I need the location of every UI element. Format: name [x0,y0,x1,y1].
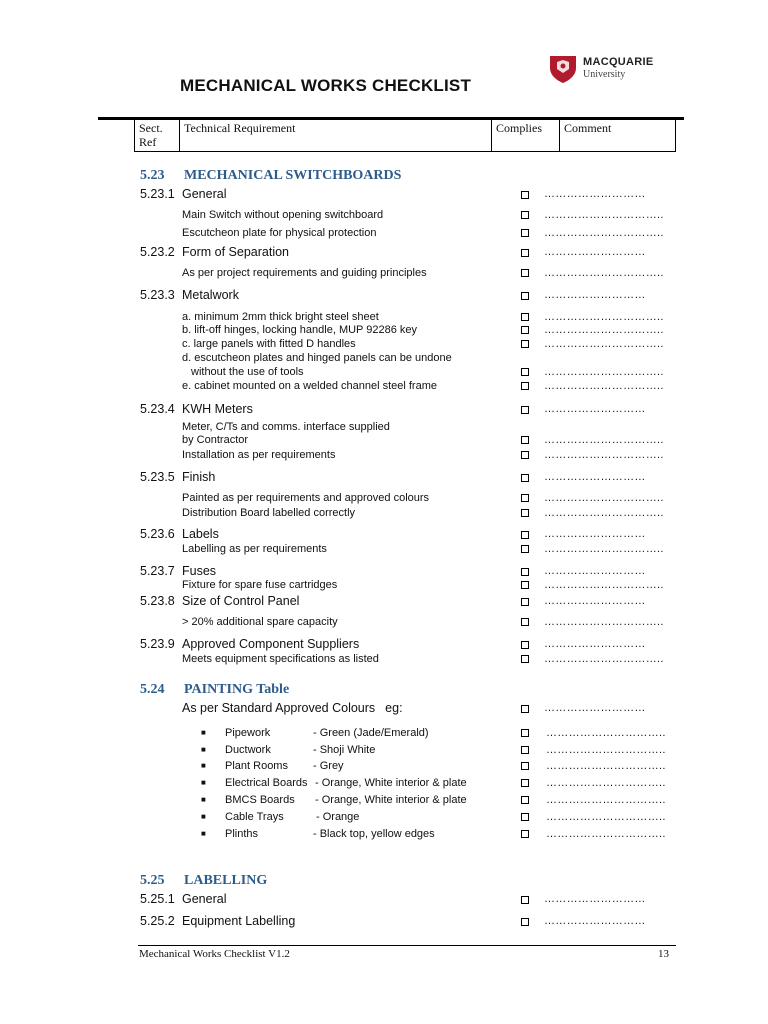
comment-field[interactable]: ………………………….. [546,828,666,840]
header-ref: Ref [139,135,157,149]
item-number: 5.23.8 [140,594,175,608]
comment-field[interactable]: ………………………….. [544,543,664,555]
comment-field[interactable]: ………………………….. [546,760,666,772]
paint-colour: - Orange, White interior & plate [315,777,467,789]
complies-checkbox[interactable] [521,191,529,199]
paint-item: BMCS Boards [225,794,295,806]
requirement-text: Main Switch without opening switchboard [182,209,384,221]
paint-colour: - Grey [313,760,344,772]
complies-checkbox[interactable] [521,545,529,553]
item-label: Equipment Labelling [182,914,296,928]
bullet-icon: ■ [201,745,206,754]
comment-field[interactable]: ………………………….. [544,324,664,336]
footer-rule [138,945,676,946]
complies-checkbox[interactable] [521,918,529,926]
complies-checkbox[interactable] [521,746,529,754]
paint-item: Cable Trays [225,811,284,823]
complies-checkbox[interactable] [521,313,529,321]
paint-item: Electrical Boards [225,777,308,789]
comment-field[interactable]: ………………………….. [546,727,666,739]
complies-checkbox[interactable] [521,641,529,649]
complies-checkbox[interactable] [521,896,529,904]
comment-field[interactable]: ………………………….. [544,380,664,392]
bullet-icon: ■ [201,829,206,838]
item-label: Form of Separation [182,245,289,259]
page-number: 13 [658,948,669,960]
header-sect-ref [135,119,180,151]
header-sect: Sect. [139,121,163,135]
page-title: MECHANICAL WORKS CHECKLIST [180,76,472,95]
requirement-text: without the use of tools [191,366,304,378]
complies-checkbox[interactable] [521,598,529,606]
bullet-icon: ■ [201,795,206,804]
comment-field[interactable]: ………………………….. [544,209,664,221]
item-number: 5.23.5 [140,470,175,484]
paint-colour: - Shoji White [313,744,376,756]
paint-item: Ductwork [225,744,271,756]
complies-checkbox[interactable] [521,568,529,576]
item-heading [140,892,226,906]
section-number: 5.25 [140,873,165,888]
requirement-text: Meter, C/Ts and comms. interface supplied [182,421,390,433]
requirement-text: Meets equipment specifications as listed [182,653,379,665]
item-label: General [182,892,227,906]
item-heading [140,245,289,259]
comment-field[interactable]: ………………………….. [544,267,664,279]
requirement-text: Labelling as per requirements [182,543,327,555]
comment-field[interactable]: ………………………….. [544,227,664,239]
complies-checkbox[interactable] [521,779,529,787]
paint-item: Pipework [225,727,271,739]
section-heading [140,682,289,698]
comment-field[interactable]: ………………………….. [544,579,664,591]
requirement-text: Fixture for spare fuse cartridges [182,579,338,591]
comment-field[interactable]: ……………………… [544,246,646,258]
complies-checkbox[interactable] [521,581,529,589]
item-label-eg: eg: [385,701,403,715]
complies-checkbox[interactable] [521,340,529,348]
item-number: 5.23.6 [140,527,175,541]
item-label: General [182,187,227,201]
complies-checkbox[interactable] [521,762,529,770]
complies-checkbox[interactable] [521,326,529,334]
item-label: KWH Meters [182,402,253,416]
item-heading [140,914,295,928]
university-logo [548,52,658,94]
bullet-icon: ■ [201,778,206,787]
item-number: 5.25.1 [140,892,175,906]
section-heading [140,873,267,889]
complies-checkbox[interactable] [521,531,529,539]
comment-field[interactable]: ………………………….. [546,744,666,756]
paint-item: Plinths [225,828,259,840]
complies-checkbox[interactable] [521,269,529,277]
comment-field[interactable]: ………………………….. [544,434,664,446]
comment-field[interactable]: ……………………… [544,403,646,415]
complies-checkbox[interactable] [521,292,529,300]
comment-field[interactable]: ……………………… [544,915,646,927]
item-heading [182,701,403,715]
bullet-icon: ■ [201,761,206,770]
item-label: Size of Control Panel [182,594,300,608]
complies-checkbox[interactable] [521,618,529,626]
item-heading [140,187,226,201]
item-heading [140,402,253,416]
logo-name: MACQUARIE [583,56,654,68]
comment-field[interactable]: ………………………….. [544,507,664,519]
comment-field[interactable]: ……………………… [544,528,646,540]
complies-checkbox[interactable] [521,830,529,838]
complies-checkbox[interactable] [521,509,529,517]
comment-field[interactable]: ………………………….. [544,616,664,628]
complies-checkbox[interactable] [521,229,529,237]
section-title: MECHANICAL SWITCHBOARDS [184,168,402,183]
comment-field[interactable]: ……………………… [544,638,646,650]
comment-field[interactable]: ………………………….. [544,653,664,665]
section-heading [140,168,401,184]
item-label: Fuses [182,564,217,578]
section-title: LABELLING [184,873,268,888]
item-label: Metalwork [182,288,239,302]
item-heading [140,564,216,578]
comment-field[interactable]: ………………………….. [544,311,664,323]
item-number: 5.23.1 [140,187,175,201]
item-heading [140,527,219,541]
requirement-text: d. escutcheon plates and hinged panels can be undone [182,352,452,364]
item-number: 5.23.9 [140,637,175,651]
section-number: 5.23 [140,168,165,183]
paint-colour: - Green (Jade/Emerald) [313,727,429,739]
comment-field[interactable]: ……………………… [544,289,646,301]
header-requirement: Technical Requirement [180,119,492,151]
requirement-text: As per project requirements and guiding principles [182,267,427,279]
comment-field[interactable]: ……………………… [544,595,646,607]
requirement-text: b. lift-off hinges, locking handle, MUP 92286 key [182,324,418,336]
item-heading [140,637,359,651]
comment-field[interactable]: ……………………… [544,471,646,483]
checklist-table-header [134,119,676,152]
logo-sub: University [583,69,626,80]
requirement-text: > 20% additional spare capacity [182,616,338,628]
requirement-text: Escutcheon plate for physical protection [182,227,377,239]
comment-field[interactable]: ……………………… [544,565,646,577]
complies-checkbox[interactable] [521,451,529,459]
complies-checkbox[interactable] [521,368,529,376]
comment-field[interactable]: ………………………….. [544,366,664,378]
item-heading [140,594,299,608]
complies-checkbox[interactable] [521,729,529,737]
paint-colour: - Orange, White interior & plate [315,794,467,806]
item-heading [140,470,215,484]
complies-checkbox[interactable] [521,436,529,444]
bullet-icon: ■ [201,812,206,821]
complies-checkbox[interactable] [521,705,529,713]
comment-field[interactable]: ………………………….. [544,338,664,350]
requirement-text: Painted as per requirements and approved colours [182,492,430,504]
item-number: 5.23.2 [140,245,175,259]
comment-field[interactable]: ………………………….. [546,794,666,806]
complies-checkbox[interactable] [521,813,529,821]
comment-field[interactable]: ……………………… [544,893,646,905]
item-label: Finish [182,470,216,484]
item-number: 5.23.4 [140,402,175,416]
header-complies: Complies [492,119,560,151]
complies-checkbox[interactable] [521,406,529,414]
item-label: As per Standard Approved Colours [182,701,376,715]
item-number: 5.25.2 [140,914,175,928]
footer-doc-title: Mechanical Works Checklist V1.2 [139,948,290,960]
requirement-text: a. minimum 2mm thick bright steel sheet [182,311,379,323]
paint-colour: - Orange [316,811,360,823]
paint-item: Plant Rooms [225,760,288,772]
complies-checkbox[interactable] [521,382,529,390]
section-title: PAINTING Table [184,682,290,697]
section-number: 5.24 [140,682,165,697]
complies-checkbox[interactable] [521,494,529,502]
requirement-text: Installation as per requirements [182,449,336,461]
item-number: 5.23.3 [140,288,175,302]
requirement-text: Distribution Board labelled correctly [182,507,356,519]
comment-field[interactable]: ……………………… [544,188,646,200]
complies-checkbox[interactable] [521,211,529,219]
complies-checkbox[interactable] [521,796,529,804]
item-label: Labels [182,527,219,541]
paint-colour: - Black top, yellow edges [313,828,435,840]
requirement-text: by Contractor [182,434,249,446]
complies-checkbox[interactable] [521,474,529,482]
item-heading [140,288,239,302]
comment-field[interactable]: ………………………….. [544,492,664,504]
complies-checkbox[interactable] [521,249,529,257]
header-comment: Comment [564,121,612,135]
item-number: 5.23.7 [140,564,175,578]
comment-field[interactable]: ………………………….. [546,777,666,789]
requirement-text: e. cabinet mounted on a welded channel steel frame [182,380,437,392]
comment-field[interactable]: ………………………….. [546,811,666,823]
comment-field[interactable]: ………………………….. [544,449,664,461]
requirement-text: c. large panels with fitted D handles [182,338,356,350]
item-label: Approved Component Suppliers [182,637,360,651]
bullet-icon: ■ [201,728,206,737]
comment-field[interactable]: ……………………… [544,702,646,714]
complies-checkbox[interactable] [521,655,529,663]
shield-icon [548,54,578,84]
